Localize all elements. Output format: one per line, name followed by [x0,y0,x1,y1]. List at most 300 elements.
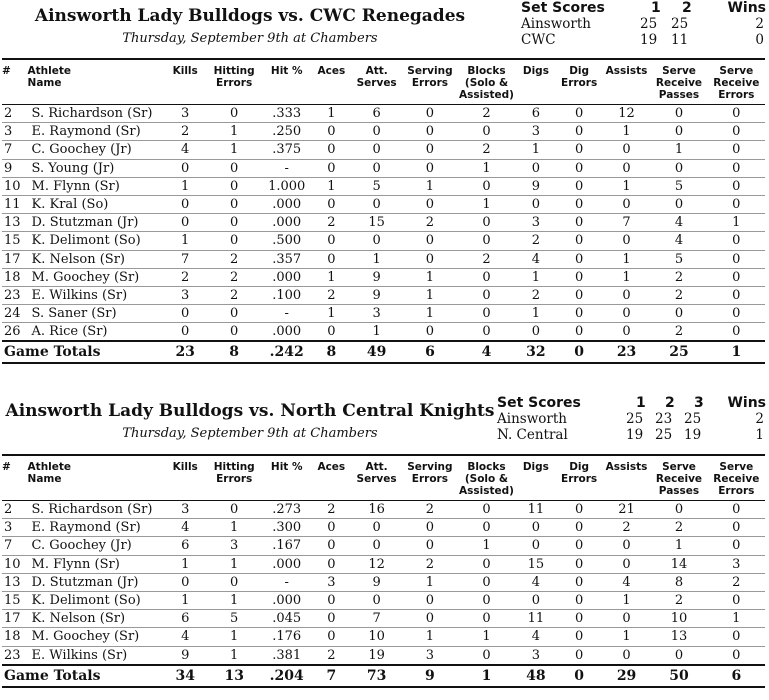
aces-total: 7 [326,667,337,684]
dig-errors-cell: 0 [555,646,602,665]
player-number-cell: 9 [2,159,28,177]
serve-receive-passes-cell: 0 [650,123,707,141]
column-header-blocks: Blocks (Solo & Assisted) [459,461,514,497]
serve-receive-passes-cell: 0 [650,195,707,213]
att-serves-cell: 0 [350,537,403,555]
serve-receive-errors-cell: 1 [708,214,765,232]
hit-pct-cell: .176 [261,628,313,646]
athlete-name-cell: K. Nelson (Sr) [28,610,163,628]
set-scores-label: Set Scores [497,395,581,411]
set-score: 19 [626,427,644,443]
column-header-serving-errors: Serving Errors [407,65,453,89]
column-header-serving-errors: Serving Errors [407,461,453,485]
aces-cell: 0 [313,141,350,159]
dig-errors-cell: 0 [555,305,602,323]
kills-cell: 0 [163,195,208,213]
player-number-cell: 3 [2,519,28,537]
hitting-errors-cell: 5 [208,610,261,628]
game-totals-row [2,665,765,687]
serve-receive-passes-cell: 1 [650,141,707,159]
dig-errors-cell: 0 [555,501,602,519]
hitting-errors-cell: 2 [208,286,261,304]
serving-errors-cell: 2 [403,555,456,573]
att-serves-cell: 0 [350,195,403,213]
digs-total: 48 [526,667,546,684]
assists-cell: 7 [603,214,651,232]
hit-pct-cell: - [261,159,313,177]
att-serves-total: 49 [366,344,387,361]
serving-errors-cell: 0 [403,195,456,213]
serve-receive-errors-cell: 0 [708,305,765,323]
aces-cell: 0 [313,628,350,646]
athlete-name-cell: E. Wilkins (Sr) [28,646,163,665]
hitting-errors-cell: 0 [208,159,261,177]
table-row [2,214,765,232]
player-number-cell: 26 [2,323,28,342]
blocks-cell: 0 [457,573,517,591]
table-row [2,159,765,177]
kills-cell: 1 [163,555,208,573]
athlete-name-cell: K. Delimont (So) [28,591,163,609]
assists-cell: 4 [603,573,651,591]
assists-total: 29 [616,667,637,684]
serve-receive-errors-cell: 0 [708,159,765,177]
serve-receive-passes-cell: 2 [650,519,707,537]
hit-pct-cell: .000 [261,323,313,342]
hit-pct-cell: .375 [261,141,313,159]
assists-cell: 0 [603,232,651,250]
serving-errors-cell: 0 [403,123,456,141]
dig-errors-cell: 0 [555,195,602,213]
assists-cell: 1 [603,591,651,609]
blocks-cell: 1 [457,195,517,213]
aces-cell: 0 [313,555,350,573]
player-number-cell: 10 [2,177,28,195]
serving-errors-cell: 0 [403,591,456,609]
player-number-cell: 15 [2,232,28,250]
player-number-cell: 7 [2,141,28,159]
player-number-cell: 18 [2,628,28,646]
kills-cell: 2 [163,123,208,141]
hit-pct-cell: - [261,305,313,323]
assists-cell: 0 [603,555,651,573]
player-number-cell: 17 [2,250,28,268]
serving-errors-cell: 1 [403,305,456,323]
kills-cell: 1 [163,232,208,250]
column-header-hitting-errors: Hitting Errors [213,65,255,89]
game-totals-label: Game Totals [4,667,101,684]
column-header-att-serves: Att. Serves [356,461,397,485]
blocks-cell: 0 [457,305,517,323]
player-number-cell: 18 [2,268,28,286]
att-serves-cell: 16 [350,501,403,519]
serve-receive-passes-cell: 5 [650,250,707,268]
dig-errors-cell: 0 [555,519,602,537]
aces-cell: 0 [313,250,350,268]
table-row [2,195,765,213]
blocks-cell: 2 [457,250,517,268]
team-name: N. Central [497,427,568,443]
aces-cell: 1 [313,305,350,323]
serve-receive-passes-cell: 0 [650,501,707,519]
assists-cell: 0 [603,646,651,665]
column-header-athlete-name: Athlete Name [27,65,72,89]
team-wins: 1 [755,427,764,443]
table-row [2,573,765,591]
athlete-name-cell: M. Flynn (Sr) [28,177,163,195]
table-row [2,323,765,342]
table-row [2,250,765,268]
set-score: 25 [655,427,673,443]
blocks-cell: 1 [457,159,517,177]
kills-cell: 1 [163,591,208,609]
blocks-total: 4 [481,344,492,361]
column-header-dig-errors: Dig Errors [561,65,598,89]
athlete-name-cell: C. Goochey (Jr) [28,141,163,159]
serve-receive-passes-cell: 0 [650,305,707,323]
digs-total: 32 [526,344,546,361]
column-header-serve-receive-errors: Serve Receive Errors [713,65,760,101]
hitting-errors-cell: 1 [208,141,261,159]
column-header-assists: Assists [605,461,648,473]
set-score: 25 [671,16,689,32]
hit-pct-cell: .000 [261,195,313,213]
column-header-player-number: # [2,65,11,77]
serve-receive-errors-cell: 0 [708,195,765,213]
digs-cell: 11 [516,501,555,519]
aces-cell: 2 [313,286,350,304]
digs-cell: 0 [516,159,555,177]
aces-cell: 0 [313,610,350,628]
game-subtitle: Thursday, September 9th at Chambers [122,31,378,46]
att-serves-cell: 10 [350,628,403,646]
serve-receive-passes-cell: 13 [650,628,707,646]
kills-cell: 0 [163,305,208,323]
player-number-cell: 24 [2,305,28,323]
column-header-athlete-name: Athlete Name [27,461,72,485]
athlete-name-cell: S. Richardson (Sr) [28,105,163,123]
kills-cell: 4 [163,141,208,159]
hitting-errors-cell: 1 [208,591,261,609]
serving-errors-cell: 0 [403,105,456,123]
aces-cell: 2 [313,646,350,665]
hitting-errors-cell: 2 [208,268,261,286]
set-score: 19 [684,427,702,443]
column-header-kills: Kills [172,65,198,77]
table-row [2,501,765,519]
assists-cell: 0 [603,323,651,342]
serve-receive-passes-cell: 2 [650,591,707,609]
hitting-errors-cell: 0 [208,323,261,342]
digs-cell: 11 [516,610,555,628]
athlete-name-cell: M. Goochey (Sr) [28,628,163,646]
assists-cell: 1 [603,177,651,195]
serve-receive-errors-cell: 0 [708,537,765,555]
serving-errors-cell: 3 [403,646,456,665]
blocks-cell: 2 [457,105,517,123]
assists-cell: 0 [603,141,651,159]
serve-receive-passes-cell: 14 [650,555,707,573]
kills-total: 23 [175,344,195,361]
dig-errors-cell: 0 [555,286,602,304]
digs-cell: 0 [516,323,555,342]
serve-receive-passes-cell: 10 [650,610,707,628]
blocks-cell: 0 [457,177,517,195]
column-header-serve-receive-passes: Serve Receive Passes [655,65,703,101]
digs-cell: 4 [516,250,555,268]
aces-cell: 0 [313,537,350,555]
dig-errors-cell: 0 [555,105,602,123]
blocks-cell: 0 [457,646,517,665]
column-header-aces: Aces [317,461,346,473]
serve-receive-passes-cell: 0 [650,105,707,123]
kills-cell: 3 [163,501,208,519]
set-number: 3 [694,395,704,411]
hitting-errors-cell: 0 [208,105,261,123]
column-header-player-number: # [2,461,11,473]
kills-cell: 4 [163,628,208,646]
game-subtitle: Thursday, September 9th at Chambers [122,426,378,441]
aces-cell: 3 [313,573,350,591]
hitting-errors-cell: 0 [208,501,261,519]
athlete-name-cell: D. Stutzman (Jr) [28,573,163,591]
serve-receive-errors-cell: 0 [708,250,765,268]
hit-pct-cell: .300 [261,519,313,537]
assists-total: 23 [616,344,637,361]
aces-cell: 2 [313,501,350,519]
dig-errors-cell: 0 [555,159,602,177]
serving-errors-cell: 0 [403,323,456,342]
athlete-name-cell: K. Kral (So) [28,195,163,213]
blocks-cell: 2 [457,141,517,159]
att-serves-cell: 7 [350,610,403,628]
digs-cell: 6 [516,105,555,123]
player-number-cell: 17 [2,610,28,628]
serving-errors-cell: 0 [403,232,456,250]
digs-cell: 1 [516,141,555,159]
column-header-aces: Aces [317,65,346,77]
kills-cell: 4 [163,519,208,537]
serving-errors-cell: 0 [403,519,456,537]
serve-receive-errors-cell: 0 [708,591,765,609]
dig-errors-cell: 0 [555,573,602,591]
athlete-name-cell: S. Saner (Sr) [28,305,163,323]
aces-cell: 0 [313,195,350,213]
digs-cell: 2 [516,286,555,304]
set-score: 19 [640,32,658,48]
player-number-cell: 15 [2,591,28,609]
assists-cell: 1 [603,123,651,141]
serving-errors-cell: 0 [403,250,456,268]
hitting-errors-cell: 1 [208,646,261,665]
team-name: CWC [521,32,556,48]
table-row [2,123,765,141]
att-serves-cell: 9 [350,286,403,304]
att-serves-cell: 0 [350,159,403,177]
team-name: Ainsworth [497,411,567,427]
digs-cell: 0 [516,195,555,213]
serve-receive-errors-cell: 0 [708,105,765,123]
hitting-errors-cell: 0 [208,573,261,591]
player-number-cell: 23 [2,286,28,304]
dig-errors-cell: 0 [555,268,602,286]
table-row [2,591,765,609]
set-number: 1 [651,0,661,16]
dig-errors-cell: 0 [555,610,602,628]
serve-receive-errors-cell: 0 [708,628,765,646]
assists-cell: 1 [603,250,651,268]
assists-cell: 2 [603,519,651,537]
table-row [2,646,765,665]
hit-pct-cell: .000 [261,591,313,609]
serving-errors-cell: 1 [403,177,456,195]
att-serves-cell: 0 [350,141,403,159]
player-number-cell: 2 [2,105,28,123]
hit-pct-cell: .100 [261,286,313,304]
serve-receive-passes-cell: 2 [650,323,707,342]
serve-receive-passes-cell: 0 [650,646,707,665]
dig-errors-total: 0 [574,344,584,361]
assists-cell: 0 [603,610,651,628]
column-header-serve-receive-passes: Serve Receive Passes [655,461,703,497]
att-serves-cell: 12 [350,555,403,573]
hitting-errors-total: 8 [229,344,239,361]
att-serves-cell: 9 [350,573,403,591]
att-serves-cell: 1 [350,323,403,342]
set-scores-label: Set Scores [521,0,605,16]
dig-errors-cell: 0 [555,214,602,232]
dig-errors-cell: 0 [555,555,602,573]
serve-receive-passes-cell: 5 [650,177,707,195]
serve-receive-errors-cell: 0 [708,323,765,342]
table-row [2,610,765,628]
blocks-cell: 0 [457,610,517,628]
athlete-name-cell: K. Delimont (So) [28,232,163,250]
set-score: 25 [684,411,702,427]
serving-errors-cell: 2 [403,501,456,519]
table-row [2,628,765,646]
hit-pct-cell: .000 [261,214,313,232]
table-row [2,141,765,159]
serve-receive-passes-cell: 0 [650,159,707,177]
aces-cell: 2 [313,214,350,232]
table-row [2,286,765,304]
serve-receive-passes-cell: 2 [650,268,707,286]
digs-cell: 3 [516,214,555,232]
kills-cell: 2 [163,268,208,286]
player-number-cell: 23 [2,646,28,665]
dig-errors-cell: 0 [555,250,602,268]
team-wins: 0 [755,32,764,48]
set-scores-box [521,1,766,49]
aces-cell: 1 [313,268,350,286]
digs-cell: 1 [516,305,555,323]
team-wins: 2 [755,411,764,427]
set-score: 23 [655,411,673,427]
table-row [2,305,765,323]
blocks-cell: 0 [457,123,517,141]
kills-total: 34 [175,667,195,684]
digs-cell: 9 [516,177,555,195]
column-header-assists: Assists [605,65,648,77]
column-header-dig-errors: Dig Errors [561,461,598,485]
dig-errors-cell: 0 [555,232,602,250]
kills-cell: 3 [163,286,208,304]
hit-pct-cell: .045 [261,610,313,628]
att-serves-cell: 6 [350,105,403,123]
serve-receive-errors-cell: 0 [708,123,765,141]
serve-receive-errors-cell: 0 [708,501,765,519]
hitting-errors-cell: 0 [208,305,261,323]
blocks-cell: 0 [457,268,517,286]
att-serves-cell: 0 [350,519,403,537]
player-number-cell: 11 [2,195,28,213]
dig-errors-cell: 0 [555,591,602,609]
serve-receive-errors-cell: 0 [708,646,765,665]
athlete-name-cell: M. Flynn (Sr) [28,555,163,573]
game-totals-row [2,341,765,363]
athlete-name-cell: C. Goochey (Jr) [28,537,163,555]
hitting-errors-cell: 1 [208,555,261,573]
hit-pct-cell: .250 [261,123,313,141]
hit-pct-cell: .500 [261,232,313,250]
digs-cell: 0 [516,591,555,609]
blocks-cell: 1 [457,628,517,646]
serving-errors-cell: 1 [403,286,456,304]
assists-cell: 0 [603,286,651,304]
blocks-cell: 0 [457,519,517,537]
serving-errors-total: 6 [425,344,435,361]
table-row [2,232,765,250]
digs-cell: 3 [516,646,555,665]
serve-receive-passes-cell: 1 [650,537,707,555]
dig-errors-total: 0 [574,667,584,684]
column-header-digs: Digs [522,461,549,473]
serve-receive-passes-cell: 8 [650,573,707,591]
set-score: 11 [671,32,689,48]
hitting-errors-total: 13 [224,667,244,684]
hit-pct-cell: .167 [261,537,313,555]
hitting-errors-cell: 0 [208,232,261,250]
stats-table [2,454,765,688]
assists-cell: 0 [603,159,651,177]
player-number-cell: 13 [2,573,28,591]
aces-cell: 1 [313,177,350,195]
digs-cell: 3 [516,123,555,141]
column-header-hit-pct: Hit % [270,65,303,77]
hitting-errors-cell: 0 [208,214,261,232]
att-serves-cell: 1 [350,250,403,268]
kills-cell: 6 [163,610,208,628]
athlete-name-cell: M. Goochey (Sr) [28,268,163,286]
serve-receive-passes-total: 25 [669,344,689,361]
att-serves-cell: 15 [350,214,403,232]
team-name: Ainsworth [521,16,591,32]
column-header-blocks: Blocks (Solo & Assisted) [459,65,514,101]
aces-cell: 0 [313,159,350,177]
athlete-name-cell: K. Nelson (Sr) [28,250,163,268]
aces-cell: 0 [313,519,350,537]
kills-cell: 0 [163,573,208,591]
aces-cell: 1 [313,105,350,123]
serving-errors-cell: 0 [403,537,456,555]
serve-receive-passes-cell: 4 [650,214,707,232]
table-row [2,268,765,286]
table-row [2,105,765,123]
serve-receive-errors-cell: 0 [708,286,765,304]
column-header-hit-pct: Hit % [270,461,303,473]
serving-errors-cell: 1 [403,268,456,286]
